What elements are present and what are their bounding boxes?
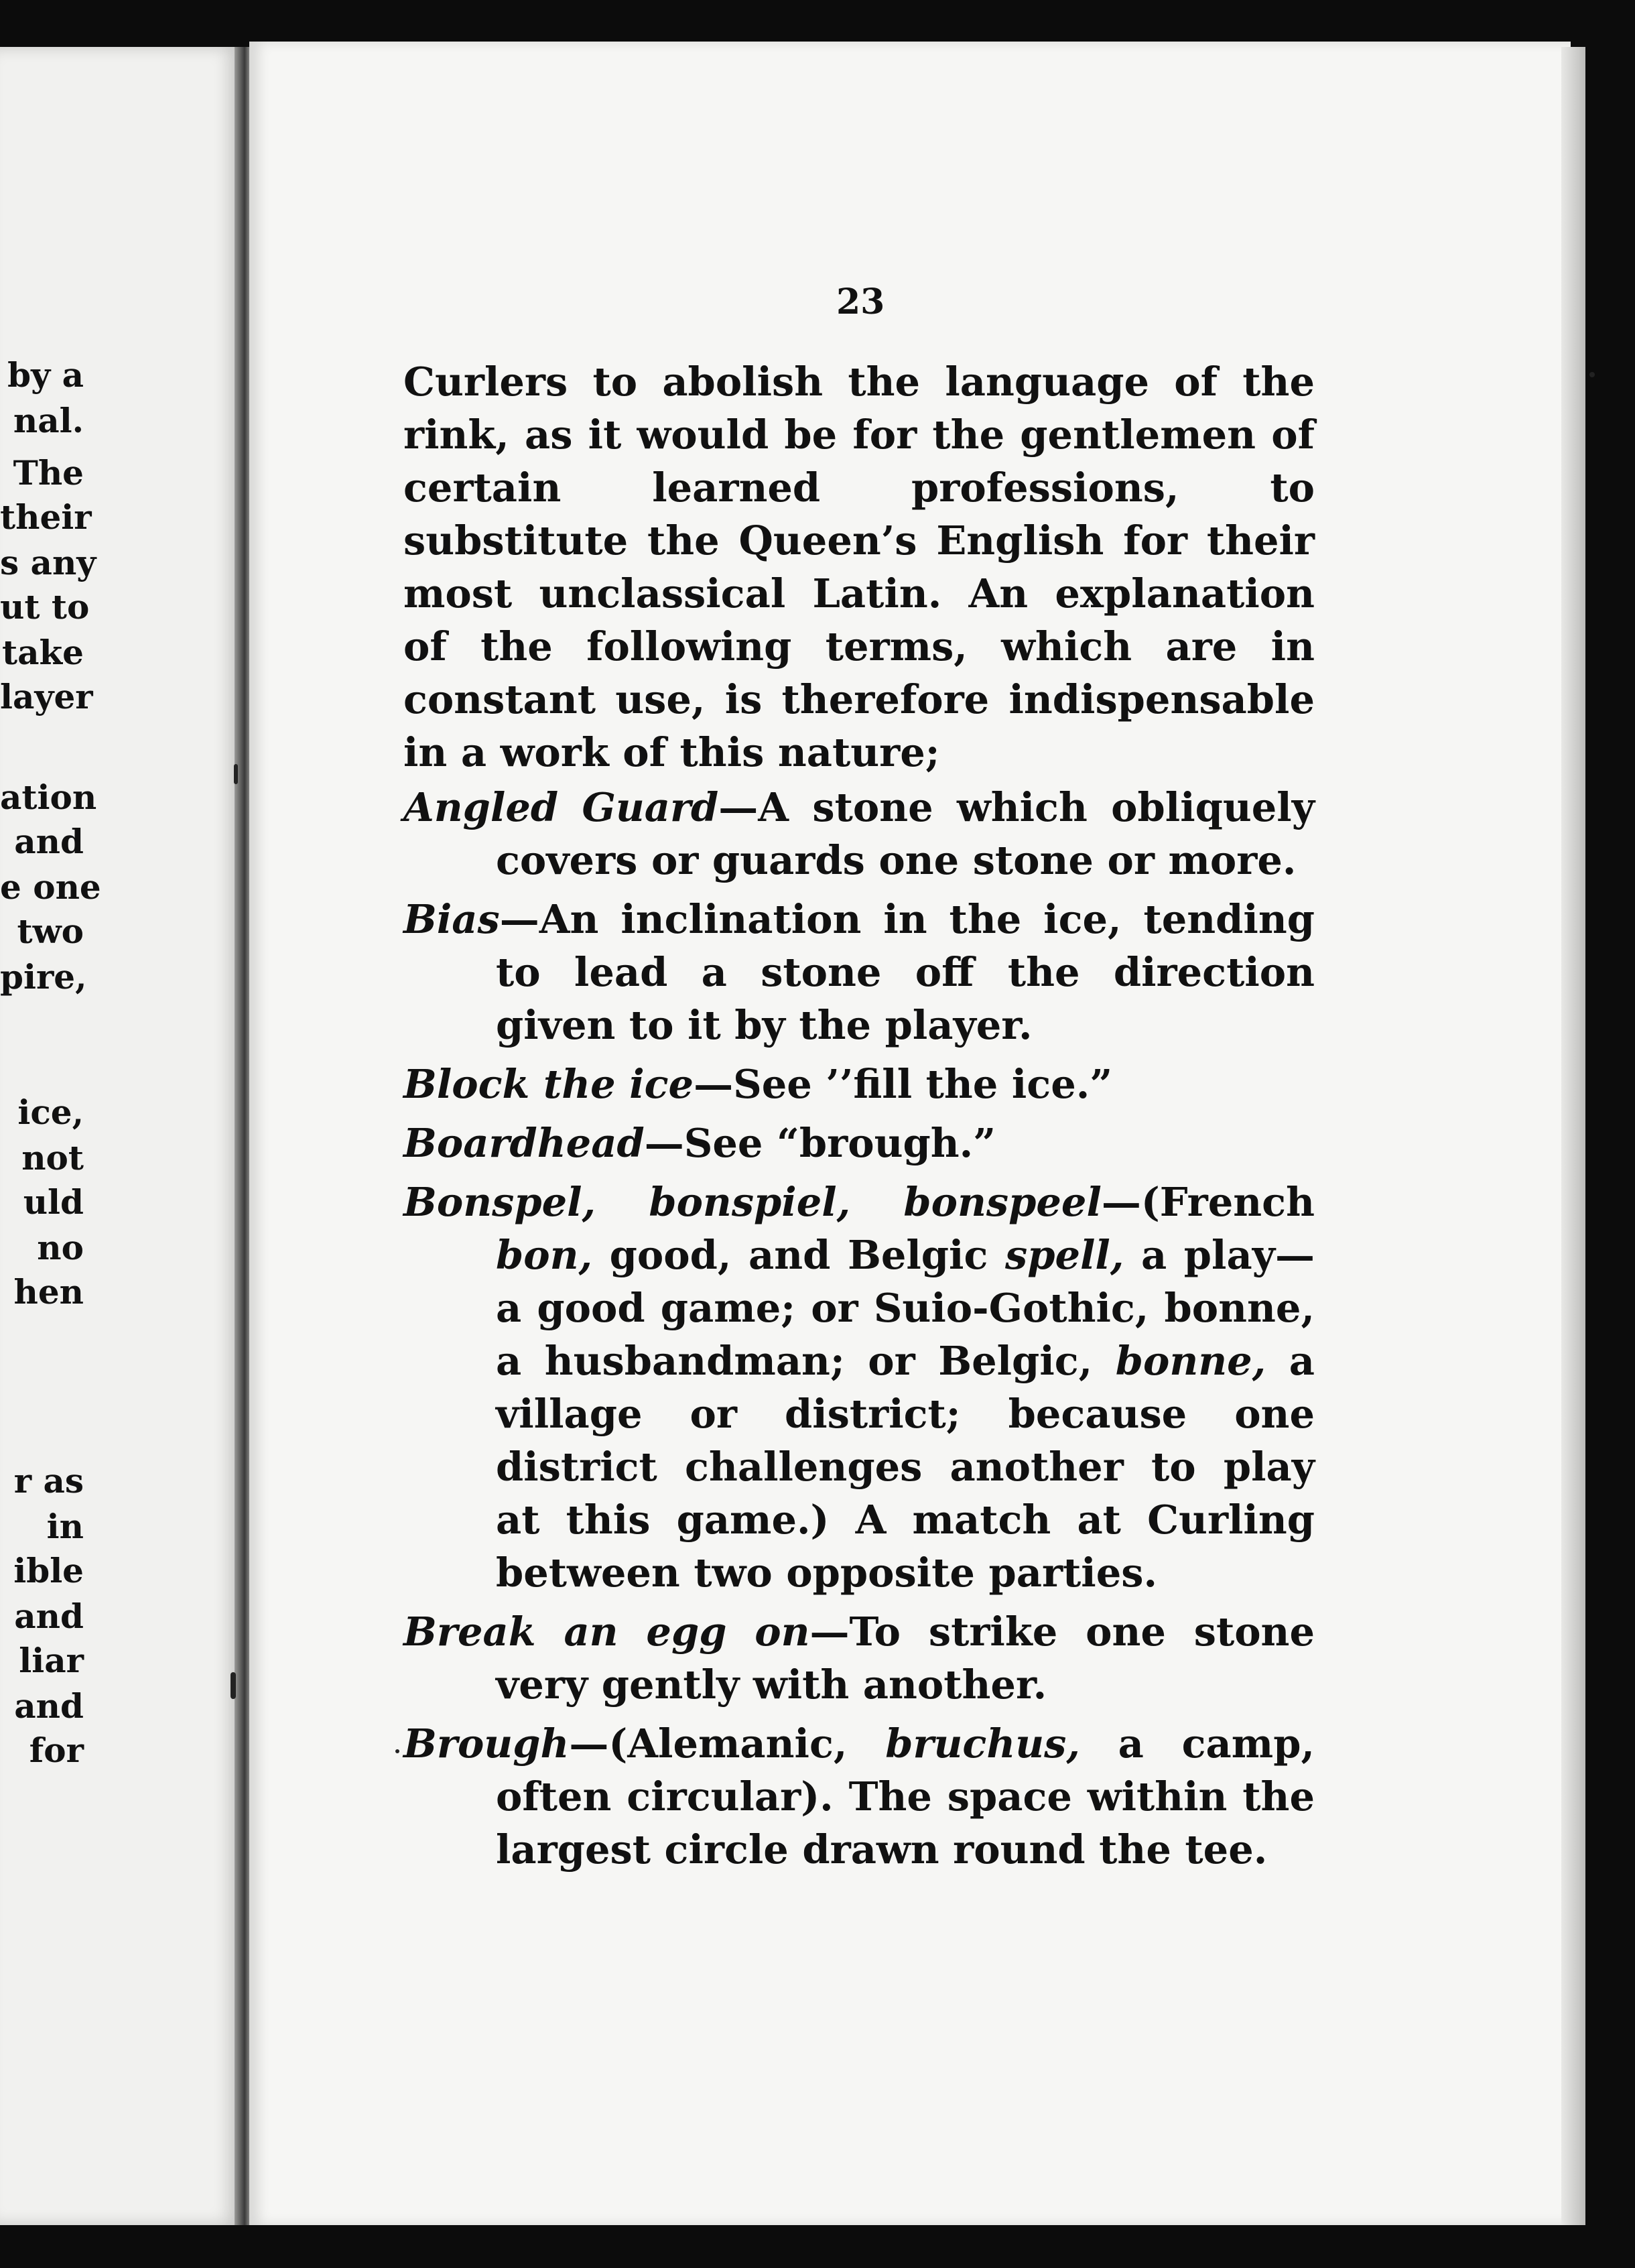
previous-page-line: uld bbox=[23, 1182, 84, 1222]
definition-fragment-italic: bruchus, bbox=[885, 1720, 1080, 1767]
page-edge-shadow bbox=[1561, 47, 1585, 2225]
previous-page-line: pire, bbox=[0, 957, 87, 997]
previous-page-line: by a bbox=[7, 355, 84, 395]
page-number: 23 bbox=[836, 281, 885, 322]
definition-fragment: —(Alemanic, bbox=[569, 1720, 886, 1767]
glossary-term: Bias bbox=[403, 896, 500, 942]
previous-page-line: nal. bbox=[13, 401, 84, 440]
previous-page-line: The bbox=[13, 453, 84, 493]
glossary-term: Break an egg on bbox=[403, 1609, 810, 1655]
glossary-definition bbox=[496, 1179, 1315, 1596]
previous-page-line: layer bbox=[0, 677, 93, 716]
previous-page bbox=[0, 47, 241, 2225]
glossary-term: Brough bbox=[403, 1720, 570, 1767]
previous-page-line: r as bbox=[13, 1461, 84, 1501]
definition-fragment-italic: bonne, bbox=[1115, 1338, 1266, 1384]
glossary-term: Bonspel, bonspiel, bonspeel bbox=[403, 1179, 1102, 1225]
previous-page-line: ation bbox=[0, 777, 97, 817]
previous-page-line: ible bbox=[13, 1551, 84, 1590]
definition-fragment-italic: spell, bbox=[1005, 1232, 1124, 1278]
glossary-entry-boardhead bbox=[403, 1117, 1315, 1170]
intro-paragraph: Curlers to abolish the language of the rink, as it would be for the gentlemen of certain learned professions, to substitute the Queen’s English for their most unclassical Latin. An explanation of the following terms, which are in constant use, is therefore indispensable in a work of this nature; bbox=[403, 359, 1315, 775]
previous-page-line: not bbox=[21, 1138, 84, 1178]
glossary-definition bbox=[496, 1720, 1315, 1873]
glossary-entry-angled-guard bbox=[403, 781, 1315, 887]
previous-page-line: s any bbox=[0, 543, 96, 582]
previous-page-line: their bbox=[0, 497, 92, 537]
previous-page-line: no bbox=[37, 1228, 84, 1267]
previous-page-line: and bbox=[14, 1686, 84, 1726]
glossary-term: Boardhead bbox=[403, 1120, 645, 1166]
previous-page-line: liar bbox=[19, 1641, 84, 1680]
glossary-definition: —To strike one stone very gently with another. bbox=[496, 1609, 1315, 1708]
previous-page-line: e one bbox=[0, 867, 101, 907]
definition-fragment-italic: bon, bbox=[496, 1232, 593, 1278]
glossary-definition: —An inclination in the ice, tending to lead a stone off the direction given to it by the player. bbox=[496, 896, 1315, 1048]
previous-page-line: two bbox=[17, 911, 84, 951]
glossary-definition: —See “brough.” bbox=[644, 1120, 996, 1166]
definition-fragment: a camp, often circular). The space within the largest circle drawn round the tee. bbox=[496, 1720, 1315, 1873]
scan-speck bbox=[234, 764, 238, 784]
previous-page-line: hen bbox=[13, 1272, 84, 1312]
definition-fragment: a village or district; because one district challenges another to play at this game.) A match at Curling between two opposite parties. bbox=[496, 1338, 1315, 1596]
previous-page-line: take bbox=[2, 633, 84, 672]
glossary-entry-bonspiel bbox=[403, 1176, 1315, 1599]
glossary-list bbox=[403, 781, 1315, 1882]
previous-page-text-fragments bbox=[0, 47, 241, 2225]
scan-speck bbox=[1589, 372, 1595, 377]
previous-page-line: ut to bbox=[0, 587, 90, 627]
glossary-entry-bias bbox=[403, 893, 1315, 1052]
definition-fragment: good, and Belgic bbox=[592, 1232, 1005, 1278]
scan-speck bbox=[395, 1749, 399, 1753]
previous-page-line: and bbox=[14, 1596, 84, 1636]
glossary-definition: —See ’’fill the ice.” bbox=[694, 1061, 1113, 1107]
previous-page-line: and bbox=[14, 822, 84, 861]
definition-fragment: a play—a good game; or Suio-Gothic, bonne, a husbandman; or Belgic, bbox=[496, 1232, 1315, 1384]
glossary-definition: —A stone which obliquely covers or guards one stone or more. bbox=[496, 784, 1315, 883]
glossary-entry-break-an-egg-on bbox=[403, 1605, 1315, 1711]
definition-fragment: —(French bbox=[1101, 1179, 1315, 1225]
glossary-term: Angled Guard bbox=[403, 784, 719, 830]
glossary-entry-block-the-ice bbox=[403, 1058, 1315, 1111]
glossary-entry-brough bbox=[403, 1717, 1315, 1876]
previous-page-line: in bbox=[46, 1507, 84, 1546]
scan-speck bbox=[231, 1672, 236, 1699]
previous-page-line: ice, bbox=[17, 1092, 84, 1132]
previous-page-line: for bbox=[29, 1730, 84, 1770]
glossary-term: Block the ice bbox=[403, 1061, 694, 1107]
